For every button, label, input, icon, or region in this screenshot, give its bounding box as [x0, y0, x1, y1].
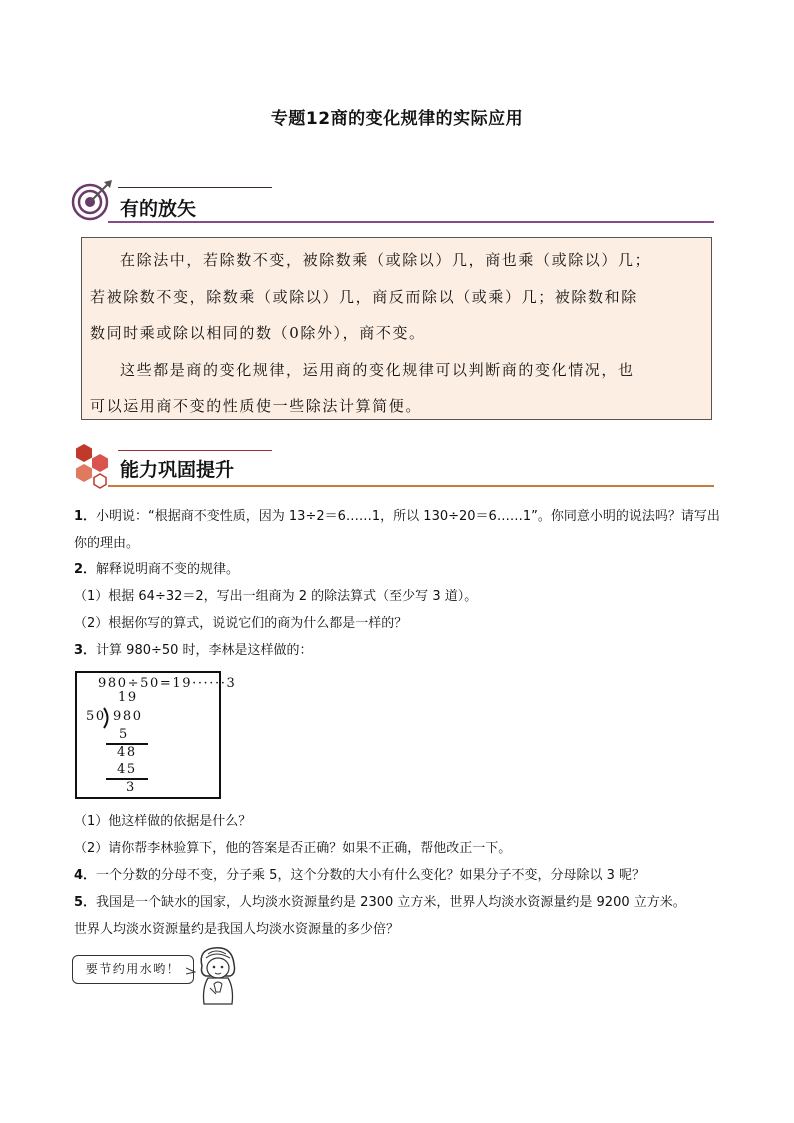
question-text: 计算 980÷50 时，李林是这样做的： [96, 643, 313, 658]
section-header-target [70, 178, 714, 226]
question-5 [74, 889, 724, 943]
question-number: 5． [74, 895, 97, 910]
question-text: 你的理由。 [74, 536, 140, 551]
division-bracket-icon [102, 707, 112, 729]
summary-line: 数同时乘或除以相同的数（0除外），商不变。 [90, 324, 426, 342]
question-3-sub [74, 808, 724, 862]
page-title: 专题12商的变化规律的实际应用 [270, 109, 524, 129]
division-dividend: 980 [113, 709, 143, 724]
speech-bubble-text: 要节约用水哟！ [85, 962, 181, 976]
section-top-rule [118, 187, 272, 188]
division-equation: 980÷50=19······3 [98, 676, 237, 691]
section-title: 能力巩固提升 [120, 459, 235, 481]
sub-question: （2）请你帮李林验算下，他的答案是否正确？如果不正确，帮他改正一下。 [74, 841, 512, 856]
question-number: 2． [74, 562, 97, 577]
question-number: 3． [74, 643, 97, 658]
summary-line: 可以运用商不变的性质使一些除法计算简便。 [90, 397, 423, 415]
question-text: 我国是一个缺水的国家，人均淡水资源量约是 2300 立方米，世界人均淡水资源量约是 9200 立方米。 [96, 895, 686, 910]
question-text: 解释说明商不变的规律。 [96, 562, 240, 577]
question-text: 世界人均淡水资源量约是我国人均淡水资源量的多少倍？ [74, 922, 400, 937]
speech-bubble [72, 955, 194, 984]
question-2 [74, 556, 724, 637]
question-text: 一个分数的分母不变，分子乘 5，这个分数的大小有什么变化？如果分子不变，分母除以 3 呢？ [96, 868, 645, 883]
question-4 [74, 862, 724, 889]
division-step: 5 [119, 727, 129, 742]
division-remainder: 3 [126, 780, 136, 795]
question-number: 1． [74, 509, 97, 524]
summary-line: 在除法中，若除数不变，被除数乘（或除以）几，商也乘（或除以）几； [120, 251, 652, 269]
division-step: 45 [117, 762, 137, 777]
summary-line: 若被除数不变，除数乘（或除以）几，商反而除以（或乘）几；被除数和除 [90, 287, 638, 306]
division-step: 48 [117, 745, 137, 760]
question-number: 4． [74, 868, 97, 883]
long-division-box [75, 671, 237, 799]
question-text: 小明说：“根据商不变性质，因为 13÷2＝6……1，所以 130÷20＝6……1”。你同意小明的说法吗？请写出 [96, 509, 720, 524]
sub-question: （1）他这样做的依据是什么？ [74, 814, 252, 829]
section-bottom-rule [108, 485, 714, 487]
question-1 [74, 503, 724, 557]
section-bottom-rule [108, 221, 714, 223]
target-arrow-icon [70, 178, 116, 224]
sub-question: （1）根据 64÷32＝2，写出一组商为 2 的除法算式（至少写 3 道）。 [74, 589, 478, 604]
section-title: 有的放矢 [120, 198, 197, 220]
section-top-rule [118, 450, 272, 451]
division-quotient: 19 [118, 690, 138, 705]
girl-illustration-icon [192, 944, 244, 1006]
summary-line: 这些都是商的变化规律，运用商的变化规律可以判断商的变化情况，也 [120, 360, 635, 379]
question-3 [74, 637, 724, 664]
section-header-practice [70, 442, 714, 490]
division-divisor: 50 [86, 709, 106, 724]
summary-box [81, 237, 712, 420]
sub-question: （2）根据你写的算式，说说它们的商为什么都是一样的？ [74, 616, 408, 631]
